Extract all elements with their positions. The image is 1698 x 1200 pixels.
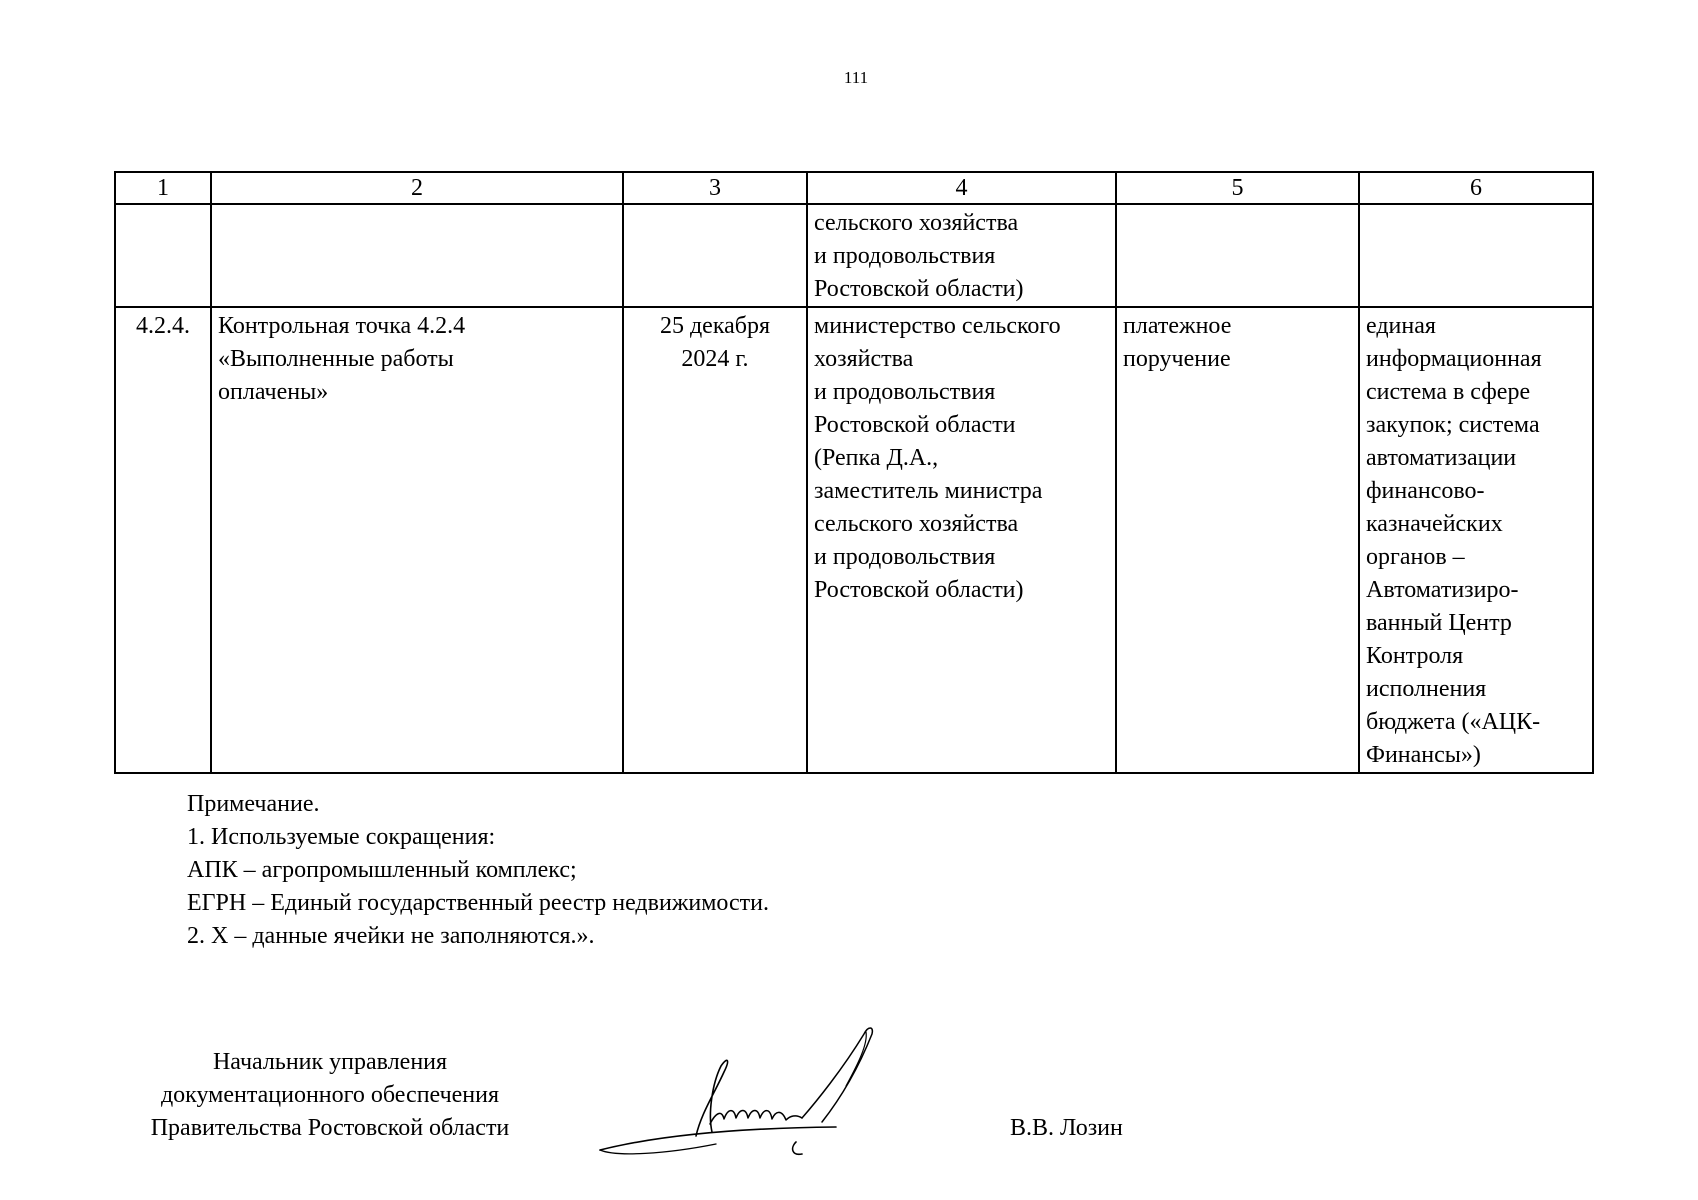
cell-text-line: Контроля: [1366, 643, 1464, 669]
cell-empty: [211, 204, 623, 307]
cell-text-line: Контрольная точка 4.2.4: [218, 313, 466, 339]
cell-responsible: [807, 307, 1116, 773]
cell-text-line: информационная: [1366, 346, 1542, 372]
cell-text-line: платежное: [1123, 313, 1232, 339]
header-cell-5: 5: [1116, 172, 1359, 204]
header-cell-6: 6: [1359, 172, 1593, 204]
header-cell-4: 4: [807, 172, 1116, 204]
cell-responsible-continued: [807, 204, 1116, 307]
cell-name: [211, 307, 623, 773]
cell-text-line: единая: [1366, 313, 1436, 339]
cell-text-line: финансово-: [1366, 478, 1485, 504]
cell-text-line: Ростовской области): [814, 276, 1024, 302]
cell-text-line: Финансы»): [1366, 742, 1481, 768]
handwritten-signature: [596, 1024, 926, 1170]
cell-text-line: заместитель министра: [814, 478, 1043, 504]
header-cell-1: 1: [115, 172, 211, 204]
cell-empty: [115, 204, 211, 307]
notes-block: [187, 788, 769, 953]
cell-text-line: сельского хозяйства: [814, 210, 1019, 236]
cell-text-line: поручение: [1123, 346, 1231, 372]
cell-text-line: казначейских: [1366, 511, 1503, 537]
cell-text-line: закупок; система: [1366, 412, 1540, 438]
cell-text-line: автоматизации: [1366, 445, 1517, 471]
cell-text-line: ванный Центр: [1366, 610, 1512, 636]
cell-document: [1116, 307, 1359, 773]
table-row-continuation: [115, 204, 1593, 307]
table-header-row: [115, 172, 1593, 204]
cell-text-line: 2024 г.: [681, 346, 749, 372]
cell-text-line: и продовольствия: [814, 243, 996, 269]
signer-title-line: Правительства Ростовской области: [150, 1115, 510, 1141]
cell-text-line: Ростовской области: [814, 412, 1016, 438]
header-cell-2: 2: [211, 172, 623, 204]
table-row: [115, 307, 1593, 773]
cell-text-line: исполнения: [1366, 676, 1487, 702]
signer-title-line: документационного обеспечения: [160, 1082, 500, 1108]
note-line: АПК – агропромышленный комплекс;: [187, 857, 577, 883]
cell-text-line: хозяйства: [814, 346, 914, 372]
signer-title: [100, 1046, 560, 1145]
cell-text-line: Автоматизиро-: [1366, 577, 1519, 603]
signer-title-line: Начальник управления: [212, 1049, 448, 1075]
cell-empty: [1359, 204, 1593, 307]
cell-text-line: система в сфере: [1366, 379, 1531, 405]
cell-text-line: (Репка Д.А.,: [814, 445, 939, 471]
cell-text-line: министерство сельского: [814, 313, 1061, 339]
cell-text-line: «Выполненные работы: [218, 346, 454, 372]
note-heading: Примечание.: [187, 791, 320, 817]
cell-text-line: сельского хозяйства: [814, 511, 1019, 537]
cell-empty: [623, 204, 807, 307]
note-line: 2. Х – данные ячейки не заполняются.».: [187, 923, 595, 949]
note-line: 1. Используемые сокращения:: [187, 824, 496, 850]
cell-empty: [1116, 204, 1359, 307]
cell-text-line: Ростовской области): [814, 577, 1024, 603]
document-table: [114, 171, 1594, 774]
cell-text-line: бюджета («АЦК-: [1366, 709, 1541, 735]
cell-text-line: органов –: [1366, 544, 1465, 570]
signer-name: В.В. Лозин: [1010, 1115, 1123, 1141]
note-line: ЕГРН – Единый государственный реестр недвижимости.: [187, 890, 770, 916]
cell-text-line: и продовольствия: [814, 379, 996, 405]
cell-date: [623, 307, 807, 773]
cell-number: 4.2.4.: [115, 307, 211, 773]
header-cell-3: 3: [623, 172, 807, 204]
page-number: 111: [843, 68, 869, 87]
cell-text-line: 25 декабря: [659, 313, 771, 339]
cell-text-line: и продовольствия: [814, 544, 996, 570]
cell-text-line: оплачены»: [218, 379, 329, 405]
cell-system: [1359, 307, 1593, 773]
